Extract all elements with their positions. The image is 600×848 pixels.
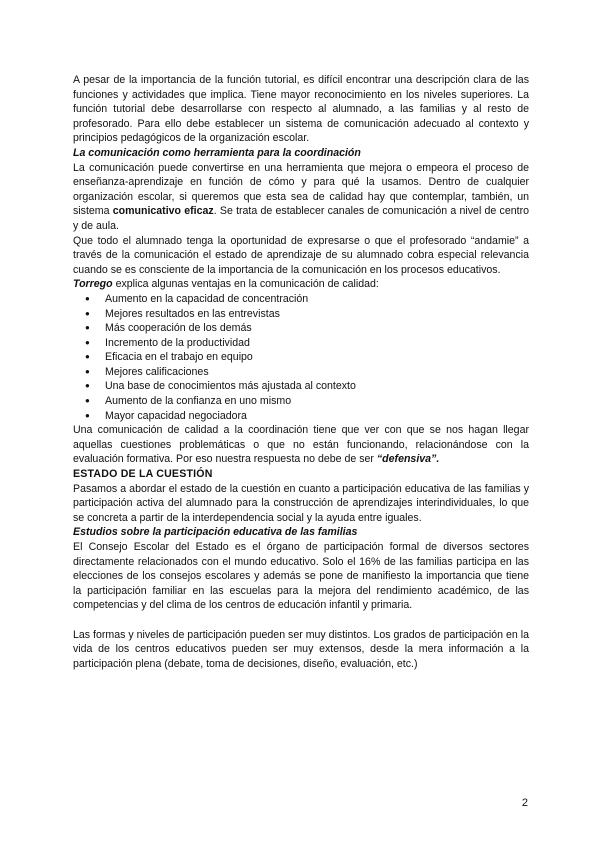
list-item: ● Una base de conocimientos más ajustada al contexto (73, 379, 529, 394)
author-name: Torrego (73, 278, 113, 291)
list-item: ● Aumento de la confianza en uno mismo (73, 394, 529, 409)
list-item: ● Más cooperación de los demás (73, 321, 529, 336)
bold-term: comunicativo eficaz (112, 205, 214, 218)
list-item: ● Mayor capacidad negociadora (73, 409, 529, 424)
paragraph-quality: Una comunicación de calidad a la coordinación tiene que ver con que se nos hagan llegar aquellas cuestiones problemáticas o que no están funcionando, relacionándose con la evaluación formativa. Por eso nuestra respuesta no debe de ser “defensiva”. (73, 424, 529, 466)
blank-line (73, 613, 529, 628)
paragraph-torrego: Torrego explica algunas ventajas en la comunicación de calidad: (73, 278, 379, 291)
paragraph-levels: Las formas y niveles de participación pueden ser muy distintos. Los grados de participación en la vida de los centros educativos pueden ser muy extensos, desde la mera información a la participación plena (debate, toma de decisiones, diseño, evaluación, etc.) (73, 628, 529, 670)
paragraph-expression: Que todo el alumnado tenga la oportunidad de expresarse o que el profesorado “andamie” a través de la comunicación el estado de aprendizaje de su alumnado cobra especial relevancia cuando se es consciente de la importancia de la comunicación en los procesos educativos. (73, 234, 529, 276)
section-heading-communication: La comunicación como herramienta para la coordinación (73, 146, 361, 159)
list-item: ● Aumento en la capacidad de concentración (73, 292, 529, 307)
paragraph-intro: A pesar de la importancia de la función tutorial, es difícil encontrar una descripción clara de las funciones y actividades que implica. Tiene mayor reconocimiento en los niveles superiores. La función tutorial debe desarrollarse con respecto al alumnado, a las familias y al resto de profesorado. Para ello debe establecer un sistema de comunicación adecuado al contexto y principios pedagógicos de la organización escolar. (73, 74, 529, 145)
paragraph-state: Pasamos a abordar el estado de la cuestión en cuanto a participación educativa de las familias y participación activa del alumnado para la construcción de aprendizajes interindividuales, lo que se concreta a partir de la interdependencia social y la ayuda entre iguales. (73, 482, 529, 524)
list-item: ● Mejores calificaciones (73, 365, 529, 380)
list-item: ● Incremento de la productividad (73, 336, 529, 351)
list-item: ● Mejores resultados en las entrevistas (73, 307, 529, 322)
paragraph-communication: La comunicación puede convertirse en una herramienta que mejora o empeora el proceso de enseñanza-aprendizaje en función de cómo y para qué la usamos. Dentro de cualquier organización escolar, si queremos que esta sea de calidad hay que contemplar, también, un sistema comunicativo eficaz. Se trata de establecer canales de comunicación a nivel de centro y de aula. (73, 161, 529, 232)
list-item: ● Eficacia en el trabajo en equipo (73, 350, 529, 365)
paragraph-council: El Consejo Escolar del Estado es el órgano de participación formal de diversos sectores directamente relacionados con el mundo educativo. Solo el 16% de las familias participa en las elecciones de los consejos escolares y además se pone de manifiesto la importancia que tiene la participación familiar en las escuelas para la mejora del rendimiento académico, de las competencias y del clima de los centros de educación infantil y primaria. (73, 541, 529, 612)
emphasis-defensiva: “defensiva”. (376, 453, 440, 466)
advantages-list (73, 292, 529, 423)
section-heading-state: ESTADO DE LA CUESTIÓN (73, 468, 213, 481)
section-heading-studies: Estudios sobre la participación educativa de las familias (73, 526, 358, 539)
document-page (73, 73, 529, 671)
page-number: 2 (521, 797, 528, 809)
